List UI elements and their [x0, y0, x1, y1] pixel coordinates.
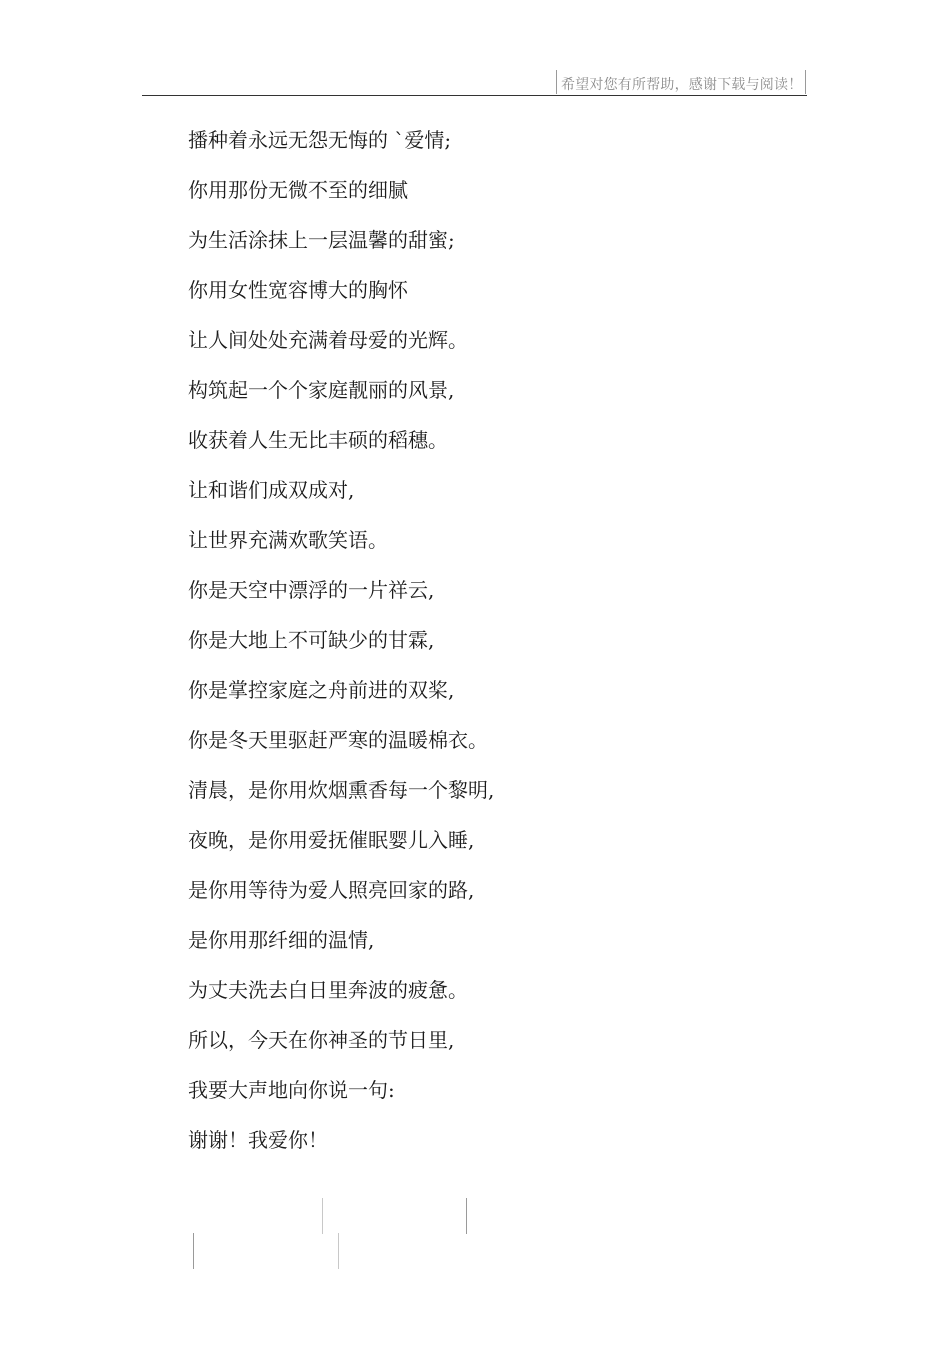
poem-line: 我要大声地向你说一句:: [188, 1078, 395, 1102]
header-note: 希望对您有所帮助，感谢下载与阅读！: [561, 77, 803, 93]
poem-line: 构筑起一个个家庭靓丽的风景,: [188, 378, 455, 402]
table-border-line: [338, 1233, 339, 1269]
poem-line: 清晨，是你用炊烟熏香每一个黎明,: [188, 778, 495, 802]
poem-line: 让和谐们成双成对,: [188, 478, 355, 502]
poem-line: 谢谢！我爱你！: [188, 1128, 328, 1152]
poem-line: 是你用那纤细的温情,: [188, 928, 375, 952]
poem-line: 你用女性宽容博大的胸怀: [188, 278, 408, 302]
poem-line: 播种着永远无怨无悔的 `爱情;: [188, 128, 452, 152]
poem-line: 夜晚，是你用爱抚催眠婴儿入睡,: [188, 828, 475, 852]
table-border-line: [322, 1198, 323, 1234]
poem-body: [188, 125, 494, 1175]
table-border-line: [466, 1198, 467, 1234]
poem-line: 是你用等待为爱人照亮回家的路,: [188, 878, 475, 902]
poem-line: 所以，今天在你神圣的节日里,: [188, 1028, 455, 1052]
poem-line: 为丈夫洗去白日里奔波的疲惫。: [188, 978, 468, 1002]
poem-line: 你用那份无微不至的细腻: [188, 178, 408, 202]
poem-line: 你是大地上不可缺少的甘霖,: [188, 628, 435, 652]
poem-line: 为生活涂抹上一层温馨的甜蜜;: [188, 228, 455, 252]
poem-line: 让人间处处充满着母爱的光辉。: [188, 328, 468, 352]
poem-line: 收获着人生无比丰硕的稻穗。: [188, 428, 448, 452]
poem-line: 你是掌控家庭之舟前进的双桨,: [188, 678, 455, 702]
poem-line: 你是天空中漂浮的一片祥云,: [188, 578, 435, 602]
poem-line: 让世界充满欢歌笑语。: [188, 528, 388, 552]
table-border-line: [193, 1233, 194, 1269]
header-divider: [142, 95, 807, 96]
poem-line: 你是冬天里驱赶严寒的温暖棉衣。: [188, 728, 488, 752]
